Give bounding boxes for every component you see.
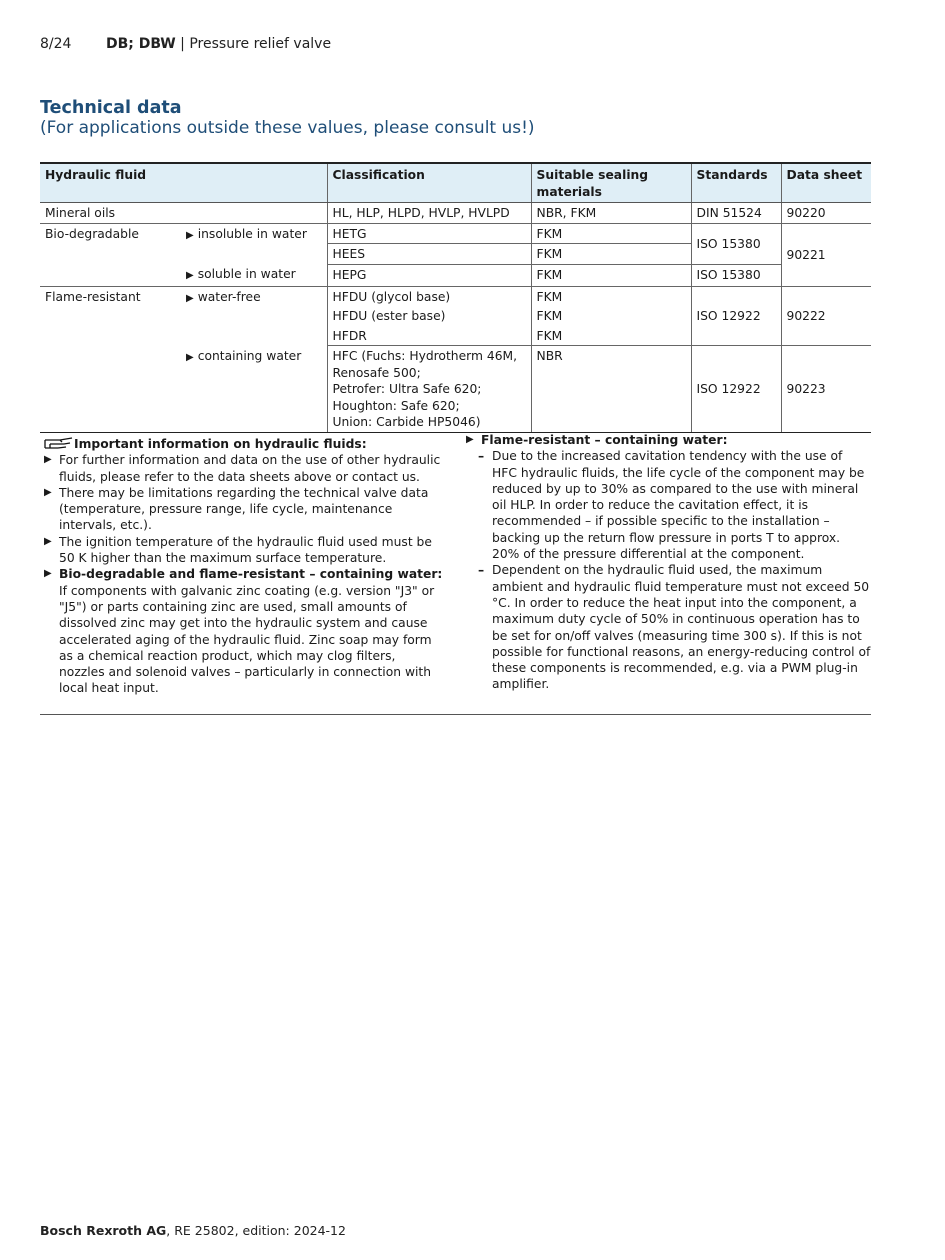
triangle-bullet-icon: ▶: [44, 486, 52, 498]
page-header: [40, 36, 331, 52]
subgroup-label: water-free: [197, 289, 261, 304]
cell-standard: ISO 15380: [691, 264, 781, 286]
header-data-sheet: Data sheet: [781, 163, 871, 203]
cell-sealing: FKM: [531, 244, 691, 265]
cell-standard: ISO 12922: [691, 346, 781, 433]
subgroup-label: containing water: [197, 348, 302, 363]
classification-line: Houghton: Safe 620;: [332, 398, 460, 413]
subgroup-label: soluble in water: [197, 267, 296, 281]
pointing-hand-icon: [44, 436, 74, 450]
triangle-bullet-icon: ▶: [186, 351, 194, 363]
note-text: There may be limitations regarding the technical valve data (temperature, pressure range, life cycle, maintenance intervals, etc.).: [59, 485, 429, 533]
cell-sealing: FKM: [531, 264, 691, 286]
header-separator: |: [175, 36, 190, 52]
group-flame-resistant: Flame-resistant: [40, 286, 181, 432]
cell-classification: HL, HLP, HLPD, HVLP, HVLPD: [327, 203, 531, 224]
company-name: Bosch Rexroth AG: [40, 1223, 167, 1238]
product-name: Pressure relief valve: [189, 36, 332, 52]
subgroup-soluble: [181, 264, 327, 286]
classification-line: Petrofer: Ultra Safe 620;: [332, 382, 482, 396]
note-text: For further information and data on the use of other hydraulic fluids, please refer to the data sheets above or contact us.: [59, 453, 441, 484]
header-standards: Standards: [691, 163, 781, 203]
important-heading-text: Important information on hydraulic fluids:: [74, 437, 367, 451]
header-classification: Classification: [327, 163, 531, 203]
table-row: [40, 286, 871, 306]
cell-classification: HFDU (glycol base): [327, 286, 531, 306]
bio-text: If components with galvanic zinc coating (e.g. version "J3" or "J5") or parts containing zinc are used, small amounts of dissolved zinc may get into the hydraulic system and cause accelerated aging of the hydraulic fluid. Zinc soap may form as a chemical reaction product, which may clog filters, nozzles and solenoid valves – particularly in connection with local heat input.: [59, 583, 435, 696]
product-code: DB; DBW: [106, 36, 176, 52]
classification-line: HFC (Fuchs: Hydrotherm 46M,: [332, 349, 518, 363]
empty-cell: [181, 203, 327, 224]
cell-data-sheet: 90220: [781, 203, 871, 224]
cell-sealing: NBR: [531, 346, 691, 433]
cell-sealing: FKM: [531, 306, 691, 326]
cell-standard: ISO 15380: [691, 223, 781, 264]
section-title: Technical data: [40, 98, 182, 118]
note-item: [44, 566, 444, 696]
cell-data-sheet: 90223: [781, 346, 871, 433]
classification-line: Union: Carbide HP5046): [332, 415, 481, 429]
triangle-bullet-icon: ▶: [44, 568, 52, 580]
cell-data-sheet: 90221: [781, 223, 871, 286]
flame-heading: [466, 432, 871, 448]
triangle-bullet-icon: ▶: [186, 292, 194, 304]
page-footer: [40, 1223, 346, 1238]
triangle-bullet-icon: ▶: [186, 229, 194, 241]
note-item: [44, 534, 444, 567]
note-item: [466, 562, 871, 692]
document-info: , RE 25802, edition: 2024-12: [166, 1223, 346, 1238]
classification-line: Renosafe 500;: [332, 365, 421, 380]
triangle-bullet-icon: ▶: [44, 535, 52, 547]
group-mineral-oils: Mineral oils: [40, 203, 181, 224]
subgroup-water-free: [181, 286, 327, 346]
cell-sealing: NBR, FKM: [531, 203, 691, 224]
header-sealing-materials: Suitable sealing materials: [531, 163, 691, 203]
table-row: [40, 223, 871, 244]
cell-sealing: FKM: [531, 286, 691, 306]
cell-standard: ISO 12922: [691, 286, 781, 346]
table-header-row: [40, 163, 871, 203]
cell-sealing: FKM: [531, 326, 691, 346]
note-text: The ignition temperature of the hydraulic fluid used must be 50 K higher than the maximum surface temperature.: [59, 534, 432, 566]
important-heading: [44, 436, 444, 452]
dash-bullet: –: [478, 563, 485, 578]
note-item: [44, 452, 444, 485]
notes-left-column: [44, 432, 444, 697]
cell-classification: HEPG: [327, 264, 531, 286]
group-bio-degradable: Bio-degradable: [40, 223, 181, 286]
table-row: [40, 203, 871, 224]
page-number: 8/24: [40, 36, 72, 52]
section-subtitle: (For applications outside these values, please consult us!): [40, 118, 535, 138]
cell-data-sheet: 90222: [781, 286, 871, 346]
header-hydraulic-fluid: Hydraulic fluid: [40, 163, 327, 203]
flame-heading-text: Flame-resistant – containing water:: [481, 433, 728, 447]
triangle-bullet-icon: ▶: [186, 270, 194, 281]
hydraulic-fluid-table: [40, 162, 871, 433]
cell-classification: HFDR: [327, 326, 531, 346]
dash-bullet: –: [478, 449, 485, 464]
cell-standard: DIN 51524: [691, 203, 781, 224]
triangle-bullet-icon: ▶: [44, 454, 52, 466]
bio-heading: Bio-degradable and flame-resistant – containing water:: [59, 567, 443, 582]
cell-classification: HEES: [327, 244, 531, 265]
notes-right-column: [466, 432, 871, 693]
note-text: Due to the increased cavitation tendency with the use of HFC hydraulic fluids, the life cycle of the component may be reduced by up to 30% as compared to the use with mineral oil HLP. In order to reduce the cavitation effect, it is recommended – if possible specific to the installation – backing up the return flow pressure in ports T to approx. 20% of the pressure differential at the component.: [492, 449, 865, 562]
triangle-bullet-icon: ▶: [466, 434, 474, 445]
subgroup-insoluble: [181, 223, 327, 264]
note-item: [466, 448, 871, 562]
cell-classification: [327, 346, 531, 433]
section-divider: [40, 714, 871, 715]
note-item: [44, 485, 444, 534]
cell-classification: HFDU (ester base): [327, 306, 531, 326]
cell-classification: HETG: [327, 223, 531, 244]
subgroup-containing-water: [181, 346, 327, 433]
note-text: Dependent on the hydraulic fluid used, the maximum ambient and hydraulic fluid temperature must not exceed 50 °C. In order to reduce the heat input into the component, a maximum duty cycle of 50% in continuous operation has to be set for on/off valves (measuring time 300 s). If this is not possible for functional reasons, an energy-reducing control of these components is recommended, e.g. via a PWM plug-in amplifier.: [492, 563, 871, 692]
subgroup-label: insoluble in water: [197, 226, 307, 241]
cell-sealing: FKM: [531, 223, 691, 244]
